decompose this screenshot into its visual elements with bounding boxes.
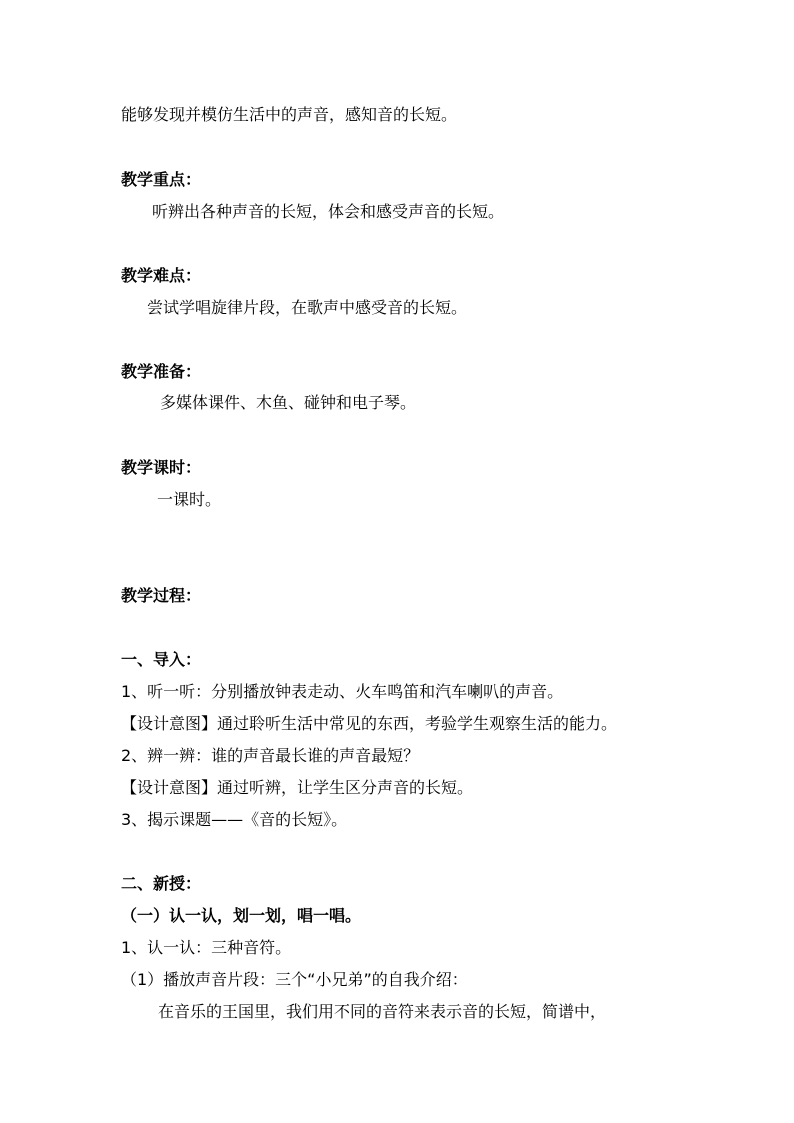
section2-subheading: （一）认一认，划一划，唱一唱。 (121, 906, 362, 925)
key-points-heading: 教学重点： (121, 170, 202, 189)
section1-item2: 2、辨一辨：谁的声音最长谁的声音最短？ (121, 746, 420, 765)
hours-heading: 教学课时： (121, 458, 202, 477)
difficulties-text: 尝试学唱旋律片段，在歌声中感受音的长短。 (147, 298, 468, 317)
difficulties-heading: 教学难点： (121, 266, 202, 285)
hours-text: 一课时。 (157, 490, 222, 509)
section2-paragraph: 在音乐的王国里，我们用不同的音符来表示音的长短，简谱中， (158, 1002, 607, 1021)
section1-note2: 【设计意图】通过听辨，让学生区分声音的长短。 (121, 778, 474, 797)
preparation-heading: 教学准备： (121, 362, 202, 381)
section1-note1: 【设计意图】通过聆听生活中常见的东西，考验学生观察生活的能力。 (121, 714, 618, 733)
process-heading: 教学过程： (121, 586, 202, 605)
section1-item1: 1、听一听：分别播放钟表走动、火车鸣笛和汽车喇叭的声音。 (121, 682, 564, 701)
section2-item1: 1、认一认：三种音符。 (121, 938, 292, 957)
section2-item1-1: （1）播放声音片段：三个“小兄弟”的自我介绍： (121, 970, 468, 989)
section1-item3: 3、揭示课题——《音的长短》。 (121, 810, 348, 829)
key-points-text: 听辨出各种声音的长短，体会和感受声音的长短。 (152, 202, 505, 221)
preparation-text: 多媒体课件、木鱼、碰钟和电子琴。 (160, 393, 417, 412)
section2-heading: 二、新授： (121, 874, 202, 893)
section1-heading: 一、导入： (121, 650, 202, 669)
intro-goal-text: 能够发现并模仿生活中的声音，感知音的长短。 (121, 105, 458, 124)
